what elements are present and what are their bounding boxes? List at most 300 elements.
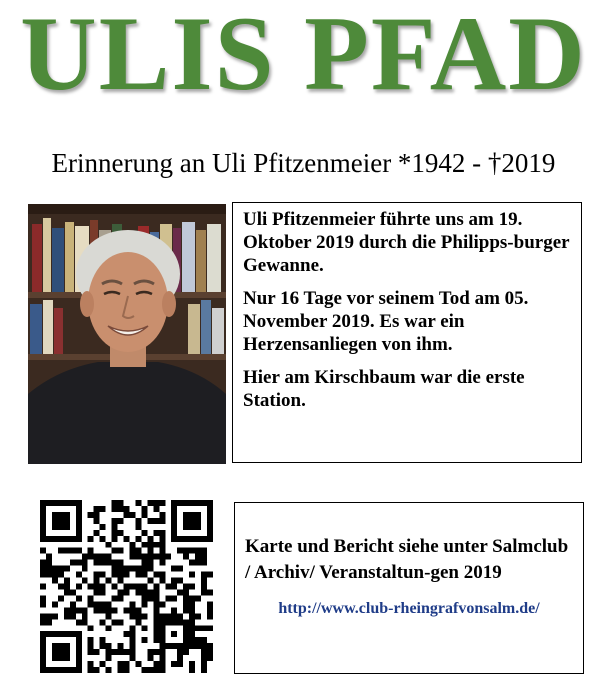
qr-module <box>64 566 70 572</box>
qr-module <box>201 655 207 661</box>
qr-module <box>70 500 76 506</box>
qr-module <box>70 589 76 595</box>
qr-module <box>76 584 82 590</box>
qr-module <box>171 619 177 625</box>
qr-module <box>70 560 76 566</box>
qr-module <box>189 601 195 607</box>
qr-module <box>141 613 147 619</box>
qr-module <box>129 584 135 590</box>
qr-module <box>195 512 201 518</box>
qr-module <box>64 512 70 518</box>
qr-module <box>201 578 207 584</box>
qr-module <box>82 560 88 566</box>
qr-module <box>189 667 195 673</box>
qr-module <box>153 637 159 643</box>
qr-module <box>106 542 112 548</box>
qr-module <box>46 619 52 625</box>
qr-module <box>40 655 46 661</box>
qr-module <box>88 625 94 631</box>
qr-module <box>147 667 153 673</box>
qr-module <box>201 548 207 554</box>
qr-module <box>46 554 52 560</box>
qr-module <box>94 560 100 566</box>
qr-module <box>40 601 46 607</box>
qr-module <box>177 619 183 625</box>
qr-module <box>118 560 124 566</box>
qr-module <box>82 566 88 572</box>
qr-module <box>76 595 82 601</box>
qr-module <box>40 667 46 673</box>
qr-module <box>189 584 195 590</box>
qr-module <box>124 649 130 655</box>
qr-module <box>124 584 130 590</box>
qr-module <box>100 619 106 625</box>
qr-module <box>135 548 141 554</box>
qr-module <box>147 589 153 595</box>
qr-module <box>159 619 165 625</box>
qr-module <box>94 530 100 536</box>
qr-module <box>189 631 195 637</box>
qr-module <box>159 578 165 584</box>
qr-module <box>189 625 195 631</box>
qr-module <box>76 548 82 554</box>
qr-module <box>159 530 165 536</box>
qr-module <box>141 589 147 595</box>
qr-module <box>177 548 183 554</box>
qr-module <box>141 667 147 673</box>
qr-module <box>129 607 135 613</box>
qr-module <box>189 536 195 542</box>
qr-module <box>40 566 46 572</box>
qr-module <box>207 530 213 536</box>
qr-module <box>70 667 76 673</box>
qr-module <box>159 554 165 560</box>
qr-module <box>189 572 195 578</box>
qr-module <box>94 607 100 613</box>
qr-module <box>88 643 94 649</box>
qr-module <box>171 631 177 637</box>
qr-module <box>207 524 213 530</box>
qr-module <box>147 566 153 572</box>
qr-module <box>183 607 189 613</box>
qr-module <box>46 566 52 572</box>
qr-module <box>88 595 94 601</box>
qr-module <box>201 661 207 667</box>
qr-module <box>183 536 189 542</box>
qr-module <box>58 595 64 601</box>
qr-module <box>40 572 46 578</box>
qr-module <box>106 625 112 631</box>
qr-module <box>82 607 88 613</box>
qr-module <box>88 649 94 655</box>
qr-module <box>52 631 58 637</box>
qr-module <box>94 554 100 560</box>
qr-module <box>135 536 141 542</box>
qr-module <box>112 524 118 530</box>
page-title: ULIS PFAD <box>20 0 587 112</box>
qr-module <box>52 601 58 607</box>
qr-module <box>118 619 124 625</box>
qr-module <box>106 655 112 661</box>
qr-module <box>201 667 207 673</box>
qr-module <box>171 506 177 512</box>
qr-module <box>118 500 124 506</box>
qr-module <box>201 637 207 643</box>
qr-module <box>207 613 213 619</box>
qr-module <box>129 637 135 643</box>
qr-module <box>147 542 153 548</box>
qr-module <box>183 649 189 655</box>
qr-module <box>124 572 130 578</box>
qr-module <box>40 560 46 566</box>
qr-module <box>159 512 165 518</box>
qr-module <box>88 667 94 673</box>
qr-module <box>88 601 94 607</box>
qr-module <box>76 506 82 512</box>
qr-module <box>70 601 76 607</box>
qr-module <box>82 619 88 625</box>
qr-module <box>135 566 141 572</box>
qr-module <box>106 649 112 655</box>
qr-module <box>141 637 147 643</box>
qr-module <box>52 613 58 619</box>
qr-module <box>64 643 70 649</box>
qr-module <box>177 589 183 595</box>
qr-module <box>201 560 207 566</box>
qr-module <box>100 661 106 667</box>
qr-module <box>147 548 153 554</box>
qr-module <box>82 613 88 619</box>
qr-module <box>135 613 141 619</box>
qr-module <box>141 506 147 512</box>
info-paragraph-1: Uli Pfitzenmeier führte uns am 19. Oktober 2019 durch die Philipps-burger Gewanne. <box>243 209 570 276</box>
qr-module <box>40 595 46 601</box>
qr-module <box>171 613 177 619</box>
qr-module <box>147 500 153 506</box>
qr-module <box>153 518 159 524</box>
qr-module <box>52 578 58 584</box>
qr-module <box>189 619 195 625</box>
qr-module <box>159 667 165 673</box>
qr-module <box>112 500 118 506</box>
qr-module <box>165 595 171 601</box>
qr-module <box>201 536 207 542</box>
qr-module <box>76 500 82 506</box>
qr-module <box>76 649 82 655</box>
qr-module <box>100 554 106 560</box>
qr-module <box>183 512 189 518</box>
qr-module <box>58 631 64 637</box>
qr-module <box>46 667 52 673</box>
qr-module <box>52 643 58 649</box>
qr-module <box>100 536 106 542</box>
qr-module <box>165 619 171 625</box>
qr-module <box>88 554 94 560</box>
qr-module <box>159 536 165 542</box>
qr-module <box>207 500 213 506</box>
qr-module <box>106 667 112 673</box>
qr-module <box>135 607 141 613</box>
qr-module <box>195 637 201 643</box>
qr-module <box>58 649 64 655</box>
qr-module <box>64 613 70 619</box>
qr-module <box>40 619 46 625</box>
website-link[interactable]: http://www.club-rheingrafvonsalm.de/ <box>278 600 540 617</box>
qr-module <box>153 500 159 506</box>
qr-module <box>207 655 213 661</box>
qr-module <box>70 607 76 613</box>
qr-module <box>64 578 70 584</box>
qr-module <box>195 518 201 524</box>
qr-module <box>118 518 124 524</box>
qr-module <box>141 625 147 631</box>
qr-module <box>112 572 118 578</box>
qr-module <box>46 572 52 578</box>
qr-module <box>195 500 201 506</box>
qr-module <box>141 560 147 566</box>
qr-module <box>177 536 183 542</box>
qr-module <box>189 524 195 530</box>
qr-code[interactable] <box>40 500 213 673</box>
qr-module <box>141 530 147 536</box>
qr-module <box>183 637 189 643</box>
qr-module <box>40 548 46 554</box>
qr-module <box>100 637 106 643</box>
qr-module <box>207 518 213 524</box>
qr-module <box>46 631 52 637</box>
qr-module <box>153 530 159 536</box>
qr-module <box>64 500 70 506</box>
info-box <box>232 202 582 463</box>
qr-module <box>106 601 112 607</box>
qr-module <box>189 512 195 518</box>
qr-module <box>153 506 159 512</box>
qr-module <box>76 607 82 613</box>
qr-module <box>183 548 189 554</box>
qr-module <box>189 607 195 613</box>
qr-module <box>58 655 64 661</box>
qr-module <box>201 554 207 560</box>
qr-module <box>183 524 189 530</box>
qr-module <box>58 572 64 578</box>
qr-module <box>82 578 88 584</box>
qr-module <box>88 637 94 643</box>
qr-module <box>159 625 165 631</box>
qr-module <box>165 643 171 649</box>
qr-module <box>100 607 106 613</box>
qr-module <box>88 548 94 554</box>
qr-module <box>153 619 159 625</box>
portrait-photo <box>28 204 226 464</box>
qr-module <box>201 625 207 631</box>
qr-module <box>195 560 201 566</box>
qr-module <box>159 601 165 607</box>
qr-module <box>76 536 82 542</box>
qr-module <box>106 607 112 613</box>
qr-module <box>135 584 141 590</box>
qr-module <box>100 584 106 590</box>
qr-module <box>147 560 153 566</box>
qr-module <box>147 536 153 542</box>
qr-module <box>100 601 106 607</box>
qr-module <box>124 536 130 542</box>
qr-module <box>171 578 177 584</box>
qr-module <box>189 643 195 649</box>
qr-module <box>112 536 118 542</box>
qr-module <box>159 649 165 655</box>
qr-module <box>159 548 165 554</box>
qr-module <box>153 625 159 631</box>
qr-module <box>94 667 100 673</box>
qr-module <box>46 500 52 506</box>
qr-module <box>94 578 100 584</box>
qr-module <box>112 584 118 590</box>
qr-module <box>46 613 52 619</box>
qr-module <box>159 518 165 524</box>
qr-module <box>100 643 106 649</box>
qr-module <box>201 589 207 595</box>
info-paragraph-2: Nur 16 Tage vor seinem Tod am 05. November 2019. Es war ein Herzensanliegen von ihm. <box>243 288 529 355</box>
qr-module <box>207 512 213 518</box>
qr-module <box>153 542 159 548</box>
qr-module <box>189 560 195 566</box>
qr-module <box>40 584 46 590</box>
qr-module <box>94 518 100 524</box>
qr-module <box>153 631 159 637</box>
qr-module <box>195 554 201 560</box>
qr-module <box>40 661 46 667</box>
qr-module <box>94 601 100 607</box>
qr-module <box>171 595 177 601</box>
qr-module <box>165 584 171 590</box>
qr-module <box>76 637 82 643</box>
qr-module <box>58 643 64 649</box>
qr-module <box>100 524 106 530</box>
qr-module <box>64 667 70 673</box>
qr-module <box>153 584 159 590</box>
qr-module <box>40 524 46 530</box>
qr-module <box>129 512 135 518</box>
qr-module <box>76 631 82 637</box>
qr-module <box>159 613 165 619</box>
qr-module <box>129 601 135 607</box>
qr-module <box>177 613 183 619</box>
qr-module <box>112 649 118 655</box>
qr-module <box>76 524 82 530</box>
qr-module <box>64 584 70 590</box>
qr-module <box>106 613 112 619</box>
link-box-text: Karte und Bericht siehe unter Salmclub / Archiv/ Veranstaltun-gen 2019 <box>245 536 569 583</box>
qr-module <box>64 649 70 655</box>
qr-module <box>153 572 159 578</box>
qr-module <box>124 607 130 613</box>
qr-module <box>40 643 46 649</box>
qr-module <box>159 631 165 637</box>
qr-module <box>129 566 135 572</box>
qr-module <box>100 572 106 578</box>
qr-module <box>70 631 76 637</box>
qr-module <box>183 500 189 506</box>
qr-module <box>189 595 195 601</box>
qr-module <box>106 560 112 566</box>
qr-module <box>64 655 70 661</box>
qr-module <box>118 661 124 667</box>
qr-module <box>112 530 118 536</box>
qr-module <box>124 512 130 518</box>
qr-module <box>106 643 112 649</box>
qr-module <box>76 661 82 667</box>
qr-module <box>189 518 195 524</box>
qr-module <box>183 643 189 649</box>
qr-module <box>106 554 112 560</box>
qr-module <box>58 518 64 524</box>
qr-module <box>58 512 64 518</box>
qr-module <box>141 601 147 607</box>
qr-module <box>124 589 130 595</box>
qr-module <box>171 524 177 530</box>
qr-module <box>189 548 195 554</box>
qr-module <box>76 518 82 524</box>
qr-module <box>40 536 46 542</box>
qr-module <box>40 512 46 518</box>
qr-module <box>88 584 94 590</box>
qr-module <box>129 613 135 619</box>
qr-module <box>171 500 177 506</box>
qr-module <box>183 631 189 637</box>
qr-module <box>76 619 82 625</box>
qr-module <box>183 589 189 595</box>
qr-module <box>118 595 124 601</box>
qr-module <box>195 625 201 631</box>
qr-module <box>94 584 100 590</box>
qr-module <box>171 584 177 590</box>
qr-module <box>40 631 46 637</box>
qr-module <box>183 625 189 631</box>
qr-module <box>58 548 64 554</box>
qr-module <box>76 560 82 566</box>
qr-module <box>207 601 213 607</box>
qr-module <box>82 554 88 560</box>
qr-module <box>207 607 213 613</box>
qr-module <box>129 625 135 631</box>
qr-module <box>112 506 118 512</box>
link-box <box>234 502 584 674</box>
qr-module <box>153 667 159 673</box>
qr-module <box>40 530 46 536</box>
qr-module <box>135 619 141 625</box>
qr-module <box>153 613 159 619</box>
qr-module <box>94 572 100 578</box>
qr-module <box>52 536 58 542</box>
qr-module <box>135 524 141 530</box>
qr-module <box>195 643 201 649</box>
qr-module <box>94 512 100 518</box>
qr-module <box>112 566 118 572</box>
qr-module <box>58 667 64 673</box>
qr-module <box>159 572 165 578</box>
qr-module <box>64 589 70 595</box>
qr-module <box>195 548 201 554</box>
qr-module <box>70 613 76 619</box>
qr-module <box>52 572 58 578</box>
qr-module <box>118 530 124 536</box>
qr-module <box>40 649 46 655</box>
qr-module <box>112 619 118 625</box>
qr-module <box>189 637 195 643</box>
qr-module <box>40 518 46 524</box>
qr-module <box>159 560 165 566</box>
qr-module <box>177 500 183 506</box>
